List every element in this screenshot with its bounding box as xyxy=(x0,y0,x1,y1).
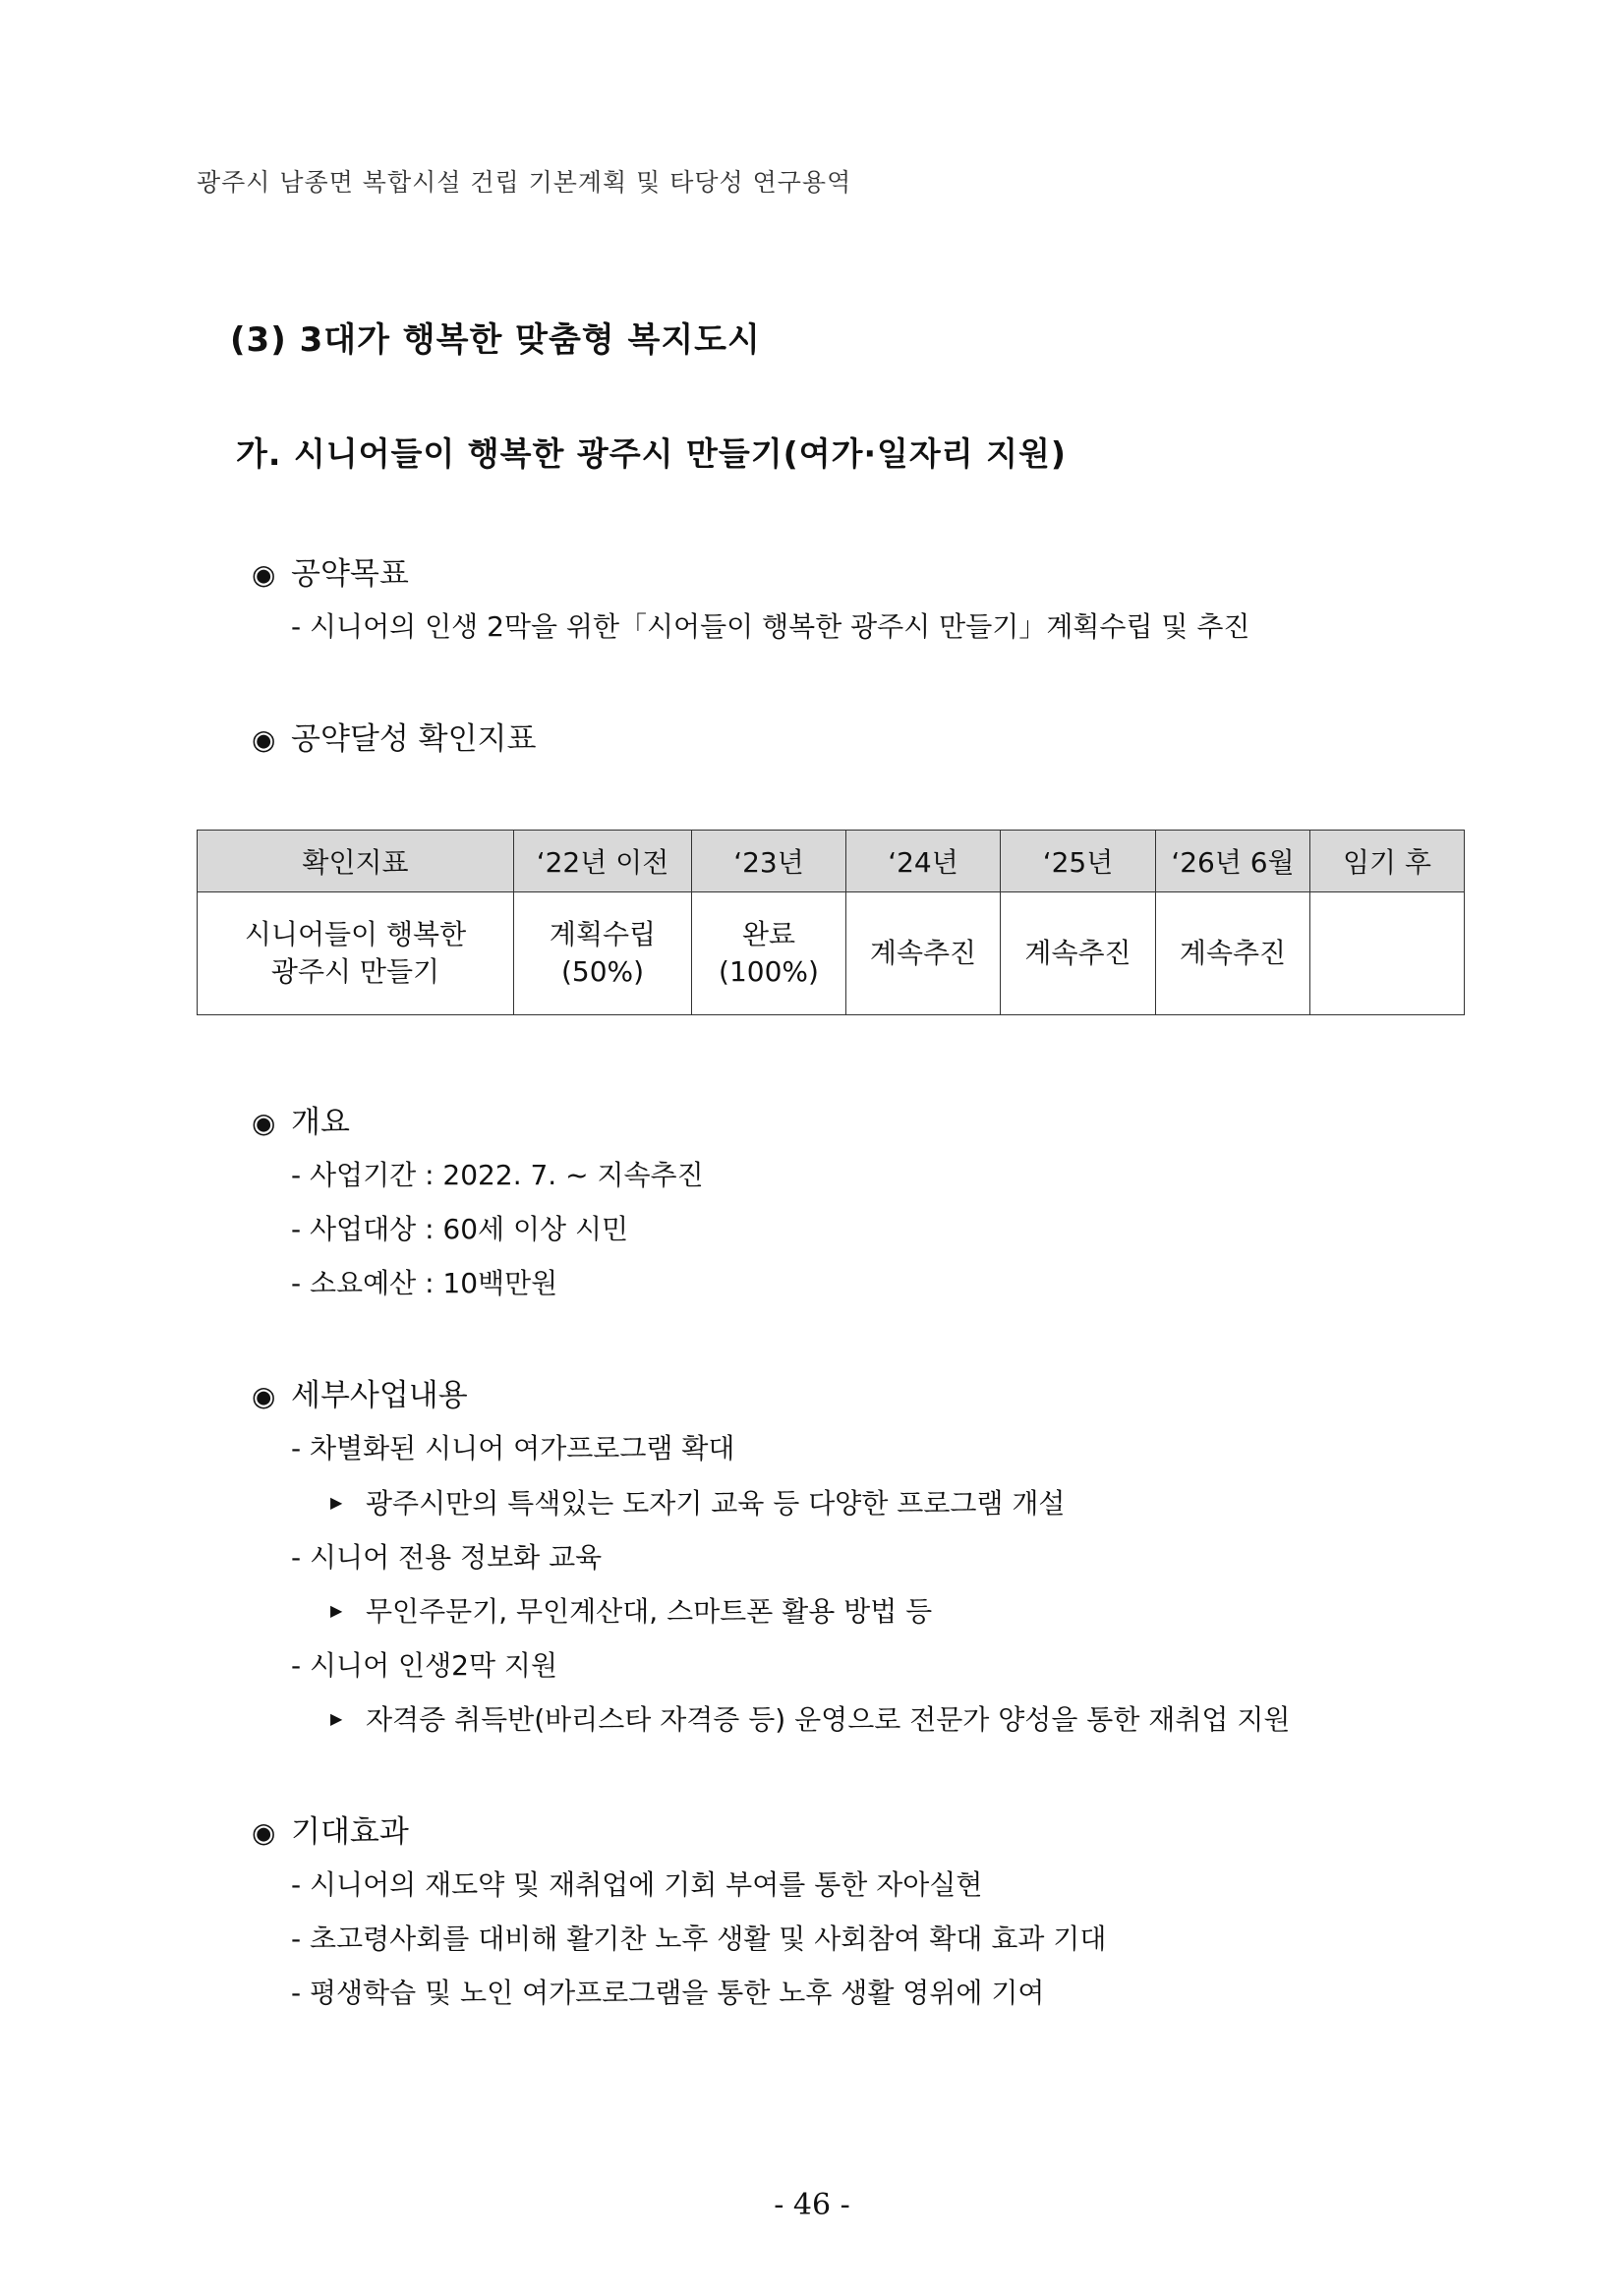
details-item-2-sub-text: 무인주문기, 무인계산대, 스마트폰 활용 방법 등 xyxy=(366,1595,933,1628)
details-item-1-sub xyxy=(330,1482,1065,1521)
kpi-cell-after-term xyxy=(1310,892,1465,1015)
kpi-col-2023: ‘23년 xyxy=(692,831,846,892)
kpi-col-2025: ‘25년 xyxy=(1001,831,1156,892)
kpi-col-after-term: 임기 후 xyxy=(1310,831,1465,892)
section-title: (3) 3대가 행복한 맞춤형 복지도시 xyxy=(230,320,761,360)
indicator-line2: 광주시 만들기 xyxy=(270,955,440,988)
kpi-heading-text: 공약달성 확인지표 xyxy=(291,721,537,757)
details-heading xyxy=(252,1370,468,1414)
indicator-line1: 시니어들이 행복한 xyxy=(244,918,467,950)
kpi-col-indicator: 확인지표 xyxy=(198,831,514,892)
kpi-cell-2025: 계속추진 xyxy=(1001,892,1156,1015)
goal-heading xyxy=(252,548,409,593)
target-bullet-icon: ◉ xyxy=(252,1380,276,1412)
details-item-3-sub xyxy=(330,1698,1290,1738)
kpi-header-row xyxy=(198,831,1465,892)
kpi-cell-2024: 계속추진 xyxy=(846,892,1001,1015)
details-item-3-sub-text: 자격증 취득반(바리스타 자격증 등) 운영으로 전문가 양성을 통한 재취업 지원 xyxy=(366,1703,1291,1736)
kpi-cell-2023 xyxy=(692,892,846,1015)
triangle-right-icon: ▶ xyxy=(330,1708,343,1728)
kpi-table xyxy=(197,830,1465,1015)
effects-item-2: - 초고령사회를 대비해 활기찬 노후 생활 및 사회참여 확대 효과 기대 xyxy=(291,1923,1107,1955)
details-item-2: - 시니어 전용 정보화 교육 xyxy=(291,1541,603,1574)
y23-line1: 완료 xyxy=(741,918,796,950)
details-item-1: - 차별화된 시니어 여가프로그램 확대 xyxy=(291,1432,735,1464)
effects-item-1: - 시니어의 재도약 및 재취업에 기회 부여를 통한 자아실현 xyxy=(291,1868,983,1901)
overview-item-budget: - 소요예산 : 10백만원 xyxy=(291,1267,558,1299)
goal-heading-text: 공약목표 xyxy=(291,556,409,592)
kpi-col-2024: ‘24년 xyxy=(846,831,1001,892)
overview-heading xyxy=(252,1097,350,1141)
y22-line2: (50%) xyxy=(560,955,645,988)
kpi-col-2022: ‘22년 이전 xyxy=(514,831,692,892)
kpi-cell-2022 xyxy=(514,892,692,1015)
goal-item: - 시니어의 인생 2막을 위한「시어들이 행복한 광주시 만들기」계획수립 및 추진 xyxy=(291,610,1250,643)
subsection-title: 가. 시니어들이 행복한 광주시 만들기(여가·일자리 지원) xyxy=(236,434,1067,473)
running-header: 광주시 남종면 복합시설 건립 기본계획 및 타당성 연구용역 xyxy=(197,168,852,197)
target-bullet-icon: ◉ xyxy=(252,723,276,756)
details-item-1-sub-text: 광주시만의 특색있는 도자기 교육 등 다양한 프로그램 개설 xyxy=(366,1487,1066,1520)
kpi-cell-indicator xyxy=(198,892,514,1015)
kpi-col-2026: ‘26년 6월 xyxy=(1156,831,1310,892)
target-bullet-icon: ◉ xyxy=(252,1107,276,1139)
overview-item-target: - 사업대상 : 60세 이상 시민 xyxy=(291,1213,629,1245)
overview-heading-text: 개요 xyxy=(291,1105,350,1140)
overview-item-period: - 사업기간 : 2022. 7. ~ 지속추진 xyxy=(291,1159,704,1191)
table-row xyxy=(198,892,1465,1015)
triangle-right-icon: ▶ xyxy=(330,1600,343,1620)
details-heading-text: 세부사업내용 xyxy=(291,1378,468,1413)
details-item-2-sub xyxy=(330,1590,932,1630)
target-bullet-icon: ◉ xyxy=(252,1816,276,1849)
triangle-right-icon: ▶ xyxy=(330,1492,343,1512)
y22-line1: 계획수립 xyxy=(549,918,657,950)
effects-heading xyxy=(252,1807,409,1851)
target-bullet-icon: ◉ xyxy=(252,558,276,591)
kpi-heading xyxy=(252,714,536,758)
y23-line2: (100%) xyxy=(719,955,819,988)
effects-heading-text: 기대효과 xyxy=(291,1814,409,1850)
effects-item-3: - 평생학습 및 노인 여가프로그램을 통한 노후 생활 영위에 기여 xyxy=(291,1977,1045,2009)
details-item-3: - 시니어 인생2막 지원 xyxy=(291,1649,558,1682)
kpi-cell-2026: 계속추진 xyxy=(1156,892,1310,1015)
page-number: - 46 - xyxy=(774,2188,850,2222)
